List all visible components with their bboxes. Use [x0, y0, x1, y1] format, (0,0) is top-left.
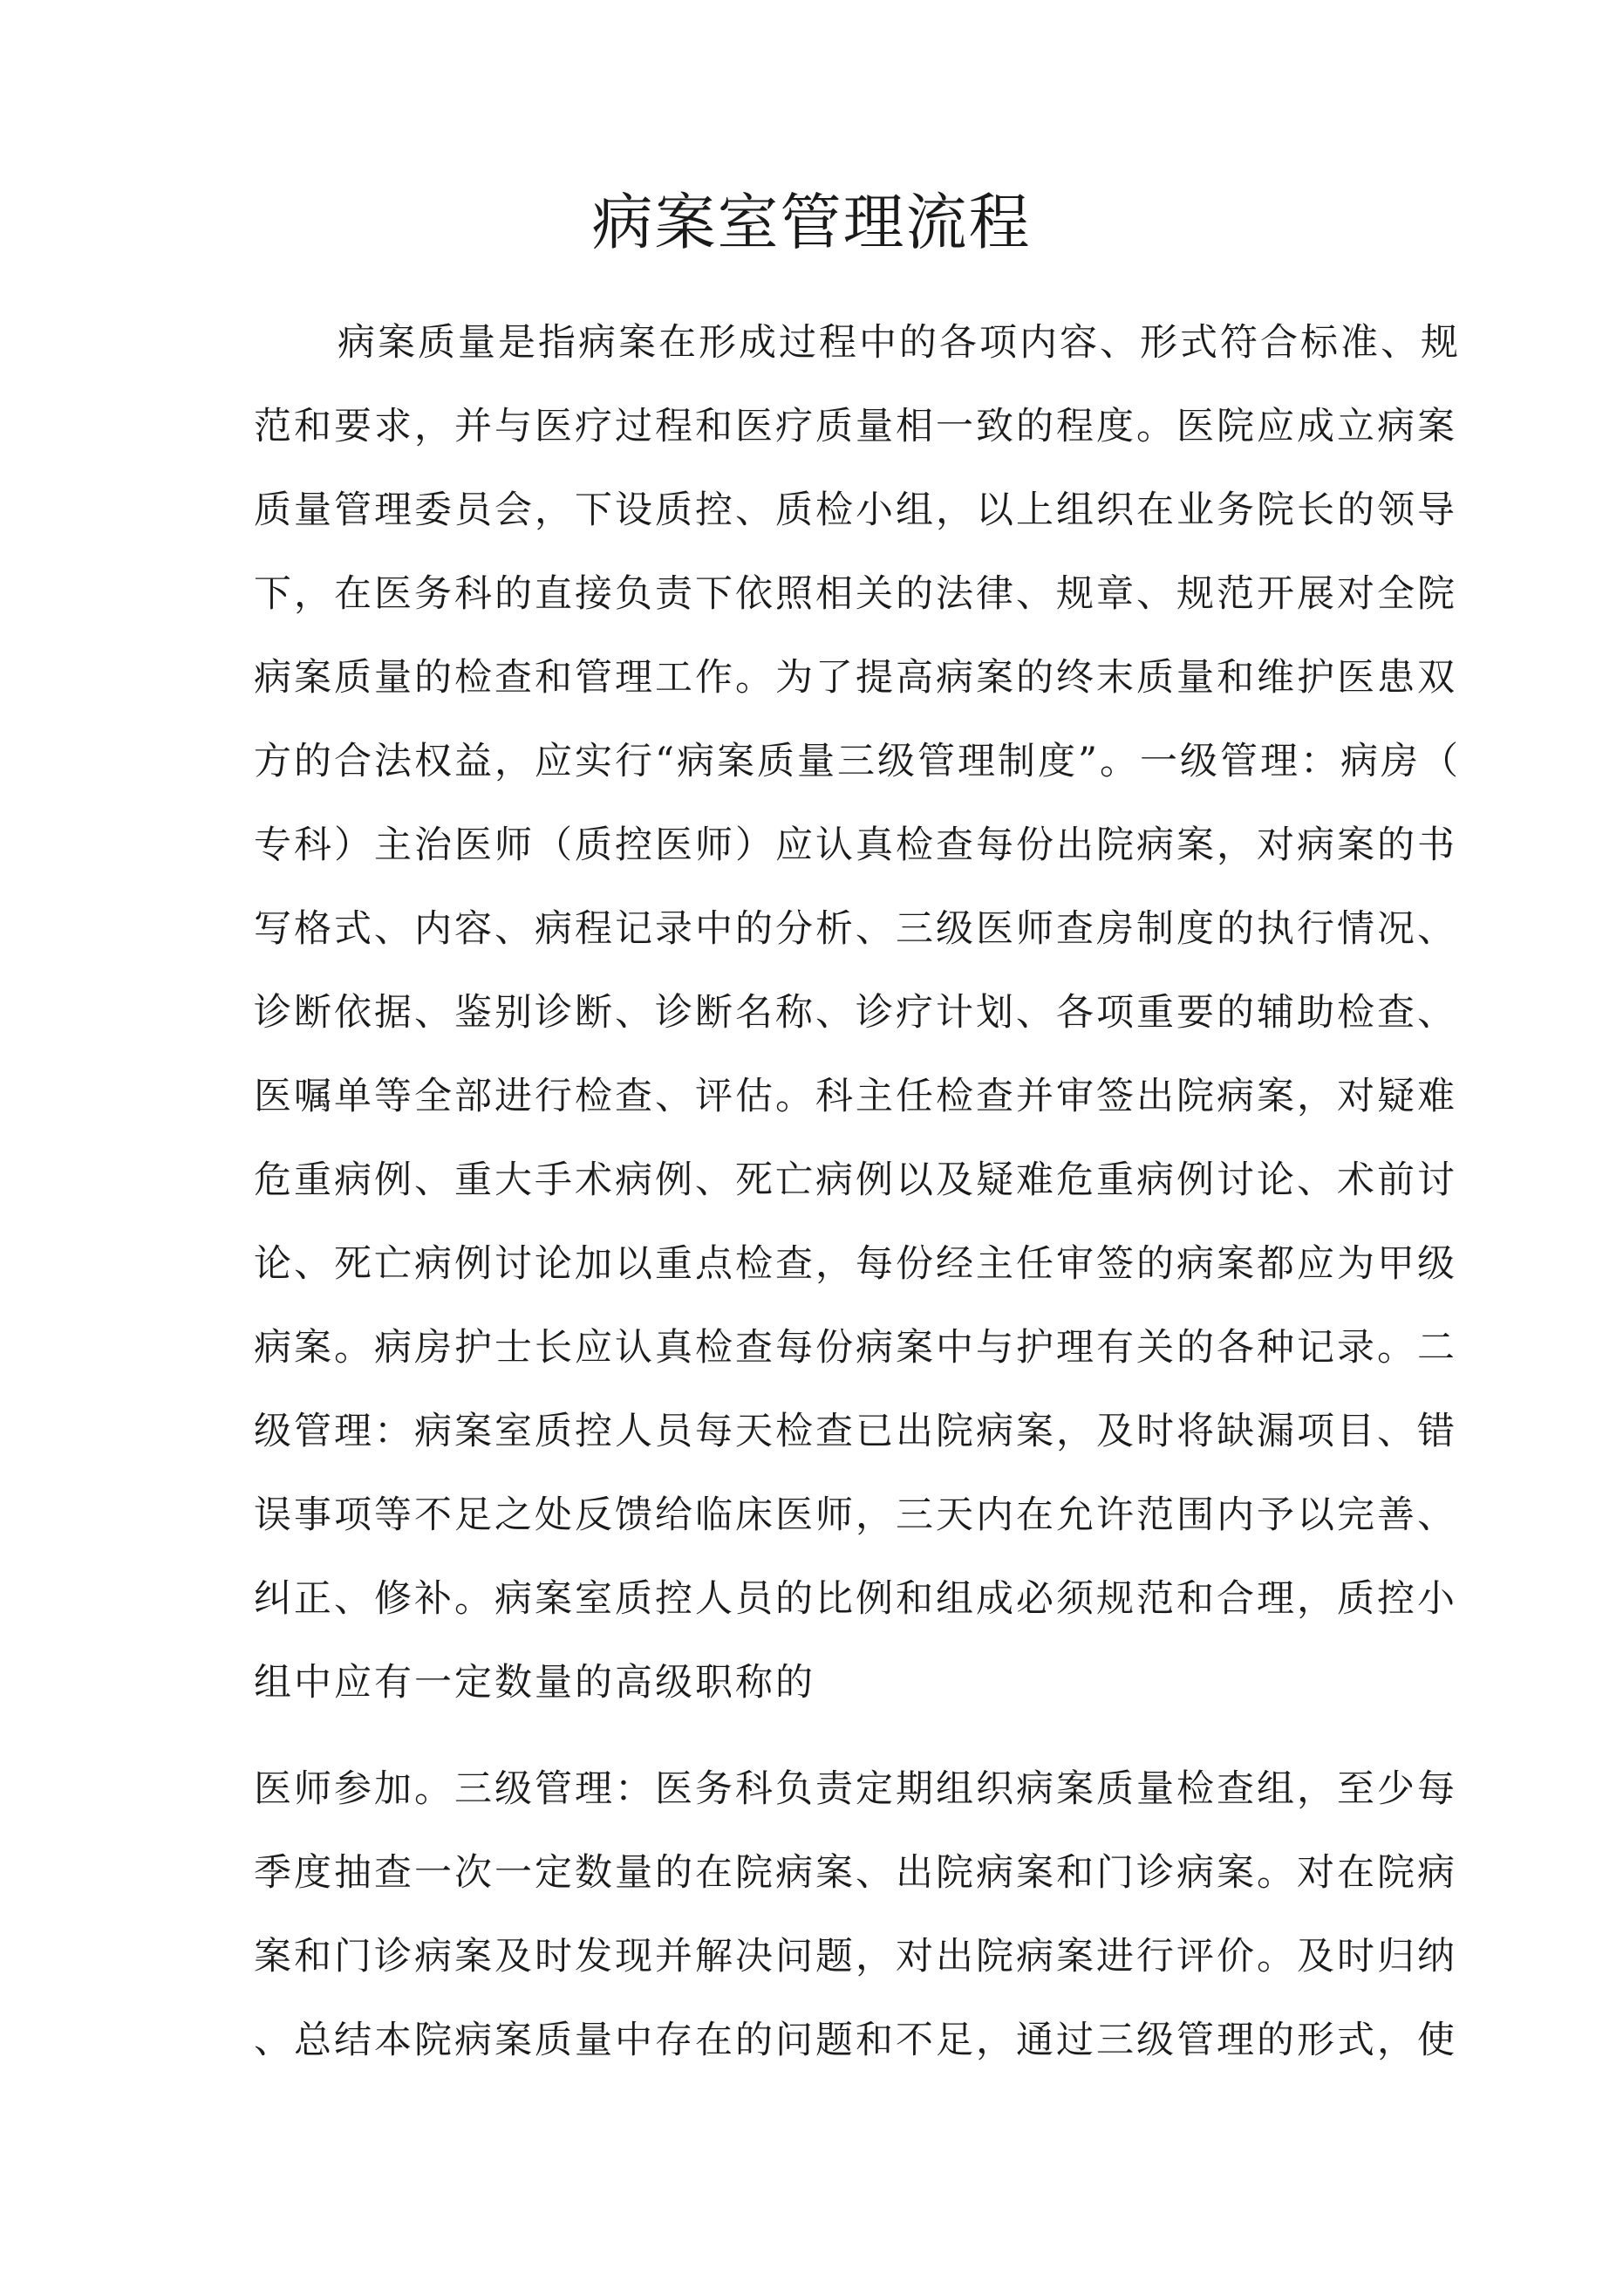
text-line: 诊断依据、鉴别诊断、诊断名称、诊疗计划、各项重要的辅助检查、: [254, 991, 1457, 1035]
document-title: 病案室管理流程: [591, 187, 1032, 258]
text-line: 下，在医务科的直接负责下依照相关的法律、规章、规范开展对全院: [254, 572, 1457, 616]
text-line: 、总结本院病案质量中存在的问题和不足，通过三级管理的形式，使: [254, 2019, 1457, 2062]
text-line: 危重病例、重大手术病例、死亡病例以及疑难危重病例讨论、术前讨: [254, 1158, 1457, 1202]
text-line: 医师参加。三级管理：医务科负责定期组织病案质量检查组，至少每: [254, 1767, 1457, 1811]
paragraph-2: [254, 1747, 1457, 2082]
text-line: 范和要求，并与医疗过程和医疗质量相一致的程度。医院应成立病案: [254, 405, 1457, 448]
text-line: 质量管理委员会，下设质控、质检小组，以上组织在业务院长的领导: [254, 489, 1457, 532]
text-line: 方的合法权益，应实行“病案质量三级管理制度”。一级管理：病房（: [254, 740, 1461, 783]
text-line: 纠正、修补。病案室质控人员的比例和组成必须规范和合理，质控小: [254, 1577, 1457, 1621]
text-line: 误事项等不足之处反馈给临床医师，三天内在允许范围内予以完善、: [254, 1493, 1457, 1537]
text-line: 病案质量是指病案在形成过程中的各项内容、形式符合标准、规: [338, 321, 1461, 365]
text-line: 案和门诊病案及时发现并解决问题，对出院病案进行评价。及时归纳: [254, 1935, 1457, 1978]
text-line: 组中应有一定数量的高级职称的: [254, 1661, 815, 1705]
paragraph-1: [254, 301, 1461, 1725]
text-line: 级管理：病案室质控人员每天检查已出院病案，及时将缺漏项目、错: [254, 1410, 1457, 1453]
text-line: 写格式、内容、病程记录中的分析、三级医师查房制度的执行情况、: [254, 907, 1457, 951]
text-line: 专科）主治医师（质控医师）应认真检查每份出院病案，对病案的书: [254, 823, 1457, 867]
text-line: 病案。病房护士长应认真检查每份病案中与护理有关的各种记录。二: [254, 1326, 1457, 1370]
text-line: 季度抽查一次一定数量的在院病案、出院病案和门诊病案。对在院病: [254, 1851, 1457, 1895]
text-line: 论、死亡病例讨论加以重点检查，每份经主任审签的病案都应为甲级: [254, 1242, 1457, 1286]
text-line: 医嘱单等全部进行检查、评估。科主任检查并审签出院病案，对疑难: [254, 1075, 1457, 1118]
text-line: 病案质量的检查和管理工作。为了提高病案的终末质量和维护医患双: [254, 656, 1457, 700]
